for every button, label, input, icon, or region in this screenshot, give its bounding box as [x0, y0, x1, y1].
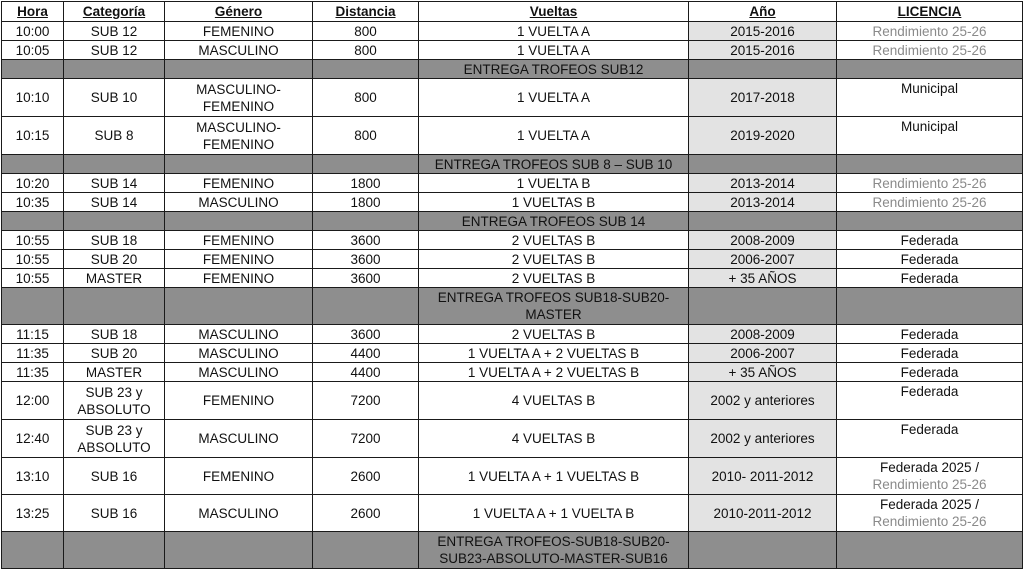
cell-hora: 12:00	[2, 382, 64, 420]
cell-vueltas: 1 VUELTA A + 1 VUELTA B	[419, 495, 689, 532]
separator-cell	[837, 532, 1023, 569]
header-row	[2, 2, 1023, 22]
licencia-line-2: Rendimiento 25-26	[872, 514, 987, 529]
cell-licencia: Federada	[837, 269, 1023, 288]
separator-cell	[837, 155, 1023, 174]
separator-cell	[165, 60, 313, 79]
cell-genero: FEMENINO	[165, 231, 313, 250]
cell-anio: 2015-2016	[689, 41, 837, 60]
separator-cell	[689, 532, 837, 569]
cell-licencia: Rendimiento 25-26	[837, 22, 1023, 41]
table-row	[2, 458, 1023, 495]
cell-distancia: 1800	[313, 174, 419, 193]
table-row	[2, 79, 1023, 117]
cell-categoria: SUB 14	[64, 193, 165, 212]
cell-anio: + 35 AÑOS	[689, 269, 837, 288]
cell-genero: MASCULINO	[165, 420, 313, 458]
cell-vueltas: 1 VUELTA A	[419, 22, 689, 41]
separator-label: ENTREGA TROFEOS SUB 8 – SUB 10	[419, 155, 689, 174]
cell-distancia: 4400	[313, 363, 419, 382]
separator-cell	[313, 532, 419, 569]
separator-cell	[689, 212, 837, 231]
separator-cell	[313, 288, 419, 325]
cell-genero: MASCULINO	[165, 344, 313, 363]
cell-categoria: SUB 12	[64, 41, 165, 60]
cell-genero: MASCULINO-FEMENINO	[165, 79, 313, 117]
cell-anio: 2010- 2011-2012	[689, 458, 837, 495]
separator-cell	[64, 532, 165, 569]
header-vueltas: Vueltas	[419, 2, 689, 22]
cell-distancia: 2600	[313, 495, 419, 532]
cell-categoria: SUB 23 y ABSOLUTO	[64, 382, 165, 420]
cell-genero: MASCULINO-FEMENINO	[165, 117, 313, 155]
cell-vueltas: 4 VUELTAS B	[419, 420, 689, 458]
separator-label: ENTREGA TROFEOS-SUB18-SUB20-SUB23-ABSOLUTO-MASTER-SUB16	[419, 532, 689, 569]
cell-anio: 2006-2007	[689, 344, 837, 363]
cell-anio: 2019-2020	[689, 117, 837, 155]
separator-cell	[689, 155, 837, 174]
table-row	[2, 325, 1023, 344]
separator-cell	[64, 288, 165, 325]
table-row	[2, 22, 1023, 41]
cell-genero: FEMENINO	[165, 269, 313, 288]
cell-categoria: SUB 8	[64, 117, 165, 155]
cell-vueltas: 2 VUELTAS B	[419, 231, 689, 250]
cell-vueltas: 2 VUELTAS B	[419, 325, 689, 344]
cell-categoria: SUB 16	[64, 495, 165, 532]
table-row	[2, 269, 1023, 288]
cell-vueltas: 1 VUELTA B	[419, 174, 689, 193]
separator-cell	[64, 155, 165, 174]
cell-vueltas: 1 VUELTA A	[419, 79, 689, 117]
separator-cell	[165, 288, 313, 325]
cell-licencia: Rendimiento 25-26	[837, 174, 1023, 193]
licencia-line-1: Federada 2025 /	[879, 497, 980, 512]
header-licencia: LICENCIA	[837, 2, 1023, 22]
table-row	[2, 420, 1023, 458]
separator-cell	[165, 532, 313, 569]
separator-label: ENTREGA TROFEOS SUB12	[419, 60, 689, 79]
separator-label: ENTREGA TROFEOS SUB 14	[419, 212, 689, 231]
cell-hora: 10:55	[2, 269, 64, 288]
cell-distancia: 7200	[313, 382, 419, 420]
separator-cell	[837, 60, 1023, 79]
header-hora: Hora	[2, 2, 64, 22]
cell-genero: MASCULINO	[165, 325, 313, 344]
cell-licencia: Federada	[837, 231, 1023, 250]
cell-hora: 11:35	[2, 344, 64, 363]
cell-hora: 10:35	[2, 193, 64, 212]
cell-licencia: Federada	[837, 382, 1023, 420]
schedule-table	[1, 1, 1023, 569]
cell-hora: 11:35	[2, 363, 64, 382]
separator-cell	[64, 212, 165, 231]
cell-anio: 2013-2014	[689, 174, 837, 193]
separator-label: ENTREGA TROFEOS SUB18-SUB20-MASTER	[419, 288, 689, 325]
cell-categoria: SUB 18	[64, 325, 165, 344]
separator-cell	[313, 155, 419, 174]
cell-categoria: MASTER	[64, 363, 165, 382]
table-row	[2, 363, 1023, 382]
separator-cell	[689, 60, 837, 79]
separator-cell	[2, 532, 64, 569]
cell-vueltas: 1 VUELTA A	[419, 41, 689, 60]
table-row	[2, 344, 1023, 363]
cell-licencia	[837, 458, 1023, 495]
cell-hora: 13:10	[2, 458, 64, 495]
table-row	[2, 117, 1023, 155]
cell-vueltas: 4 VUELTAS B	[419, 382, 689, 420]
separator-cell	[2, 288, 64, 325]
cell-anio: 2008-2009	[689, 325, 837, 344]
cell-distancia: 4400	[313, 344, 419, 363]
separator-row	[2, 288, 1023, 325]
separator-cell	[2, 60, 64, 79]
cell-distancia: 7200	[313, 420, 419, 458]
header-categoria: Categoría	[64, 2, 165, 22]
cell-licencia	[837, 495, 1023, 532]
cell-genero: FEMENINO	[165, 174, 313, 193]
cell-hora: 13:25	[2, 495, 64, 532]
cell-licencia: Federada	[837, 344, 1023, 363]
separator-cell	[64, 60, 165, 79]
separator-row	[2, 532, 1023, 569]
cell-anio: 2006-2007	[689, 250, 837, 269]
separator-cell	[689, 288, 837, 325]
licencia-line-1: Federada 2025 /	[879, 460, 980, 475]
cell-categoria: SUB 14	[64, 174, 165, 193]
cell-anio: 2015-2016	[689, 22, 837, 41]
cell-categoria: MASTER	[64, 269, 165, 288]
cell-genero: FEMENINO	[165, 382, 313, 420]
cell-distancia: 3600	[313, 325, 419, 344]
cell-hora: 10:10	[2, 79, 64, 117]
cell-anio: + 35 AÑOS	[689, 363, 837, 382]
cell-vueltas: 1 VUELTAS B	[419, 193, 689, 212]
table-row	[2, 495, 1023, 532]
cell-vueltas: 2 VUELTAS B	[419, 250, 689, 269]
cell-distancia: 800	[313, 117, 419, 155]
separator-cell	[2, 212, 64, 231]
cell-distancia: 800	[313, 22, 419, 41]
cell-hora: 10:55	[2, 231, 64, 250]
cell-licencia: Federada	[837, 363, 1023, 382]
table-row	[2, 193, 1023, 212]
cell-categoria: SUB 10	[64, 79, 165, 117]
cell-anio: 2017-2018	[689, 79, 837, 117]
cell-vueltas: 1 VUELTA A + 2 VUELTAS B	[419, 363, 689, 382]
cell-vueltas: 1 VUELTA A + 1 VUELTAS B	[419, 458, 689, 495]
licencia-line-2: Rendimiento 25-26	[872, 477, 987, 492]
cell-genero: MASCULINO	[165, 193, 313, 212]
cell-distancia: 3600	[313, 269, 419, 288]
cell-distancia: 3600	[313, 231, 419, 250]
cell-licencia: Municipal	[837, 79, 1023, 117]
cell-licencia: Rendimiento 25-26	[837, 193, 1023, 212]
cell-genero: FEMENINO	[165, 250, 313, 269]
table-row	[2, 41, 1023, 60]
cell-hora: 10:20	[2, 174, 64, 193]
cell-genero: FEMENINO	[165, 458, 313, 495]
separator-row	[2, 212, 1023, 231]
cell-hora: 12:40	[2, 420, 64, 458]
table-row	[2, 382, 1023, 420]
cell-genero: MASCULINO	[165, 41, 313, 60]
cell-anio: 2002 y anteriores	[689, 420, 837, 458]
cell-hora: 10:15	[2, 117, 64, 155]
cell-anio: 2002 y anteriores	[689, 382, 837, 420]
table-row	[2, 231, 1023, 250]
cell-vueltas: 1 VUELTA A	[419, 117, 689, 155]
header-distancia: Distancia	[313, 2, 419, 22]
cell-anio: 2010-2011-2012	[689, 495, 837, 532]
cell-categoria: SUB 20	[64, 250, 165, 269]
cell-distancia: 3600	[313, 250, 419, 269]
cell-licencia: Rendimiento 25-26	[837, 41, 1023, 60]
cell-categoria: SUB 16	[64, 458, 165, 495]
separator-cell	[837, 212, 1023, 231]
separator-row	[2, 60, 1023, 79]
cell-genero: FEMENINO	[165, 22, 313, 41]
separator-cell	[313, 212, 419, 231]
header-anio: Año	[689, 2, 837, 22]
separator-cell	[2, 155, 64, 174]
separator-cell	[313, 60, 419, 79]
cell-licencia: Municipal	[837, 117, 1023, 155]
cell-hora: 10:00	[2, 22, 64, 41]
cell-vueltas: 1 VUELTA A + 2 VUELTAS B	[419, 344, 689, 363]
cell-distancia: 800	[313, 79, 419, 117]
table-row	[2, 250, 1023, 269]
cell-anio: 2013-2014	[689, 193, 837, 212]
cell-licencia: Federada	[837, 325, 1023, 344]
cell-distancia: 1800	[313, 193, 419, 212]
cell-licencia: Federada	[837, 250, 1023, 269]
separator-row	[2, 155, 1023, 174]
table-row	[2, 174, 1023, 193]
cell-licencia: Federada	[837, 420, 1023, 458]
separator-cell	[837, 288, 1023, 325]
cell-anio: 2008-2009	[689, 231, 837, 250]
cell-categoria: SUB 18	[64, 231, 165, 250]
cell-genero: MASCULINO	[165, 363, 313, 382]
cell-distancia: 800	[313, 41, 419, 60]
cell-hora: 10:55	[2, 250, 64, 269]
separator-cell	[165, 212, 313, 231]
cell-categoria: SUB 23 y ABSOLUTO	[64, 420, 165, 458]
cell-categoria: SUB 12	[64, 22, 165, 41]
separator-cell	[165, 155, 313, 174]
cell-hora: 10:05	[2, 41, 64, 60]
cell-vueltas: 2 VUELTAS B	[419, 269, 689, 288]
header-genero: Género	[165, 2, 313, 22]
cell-hora: 11:15	[2, 325, 64, 344]
cell-distancia: 2600	[313, 458, 419, 495]
cell-genero: MASCULINO	[165, 495, 313, 532]
cell-categoria: SUB 20	[64, 344, 165, 363]
